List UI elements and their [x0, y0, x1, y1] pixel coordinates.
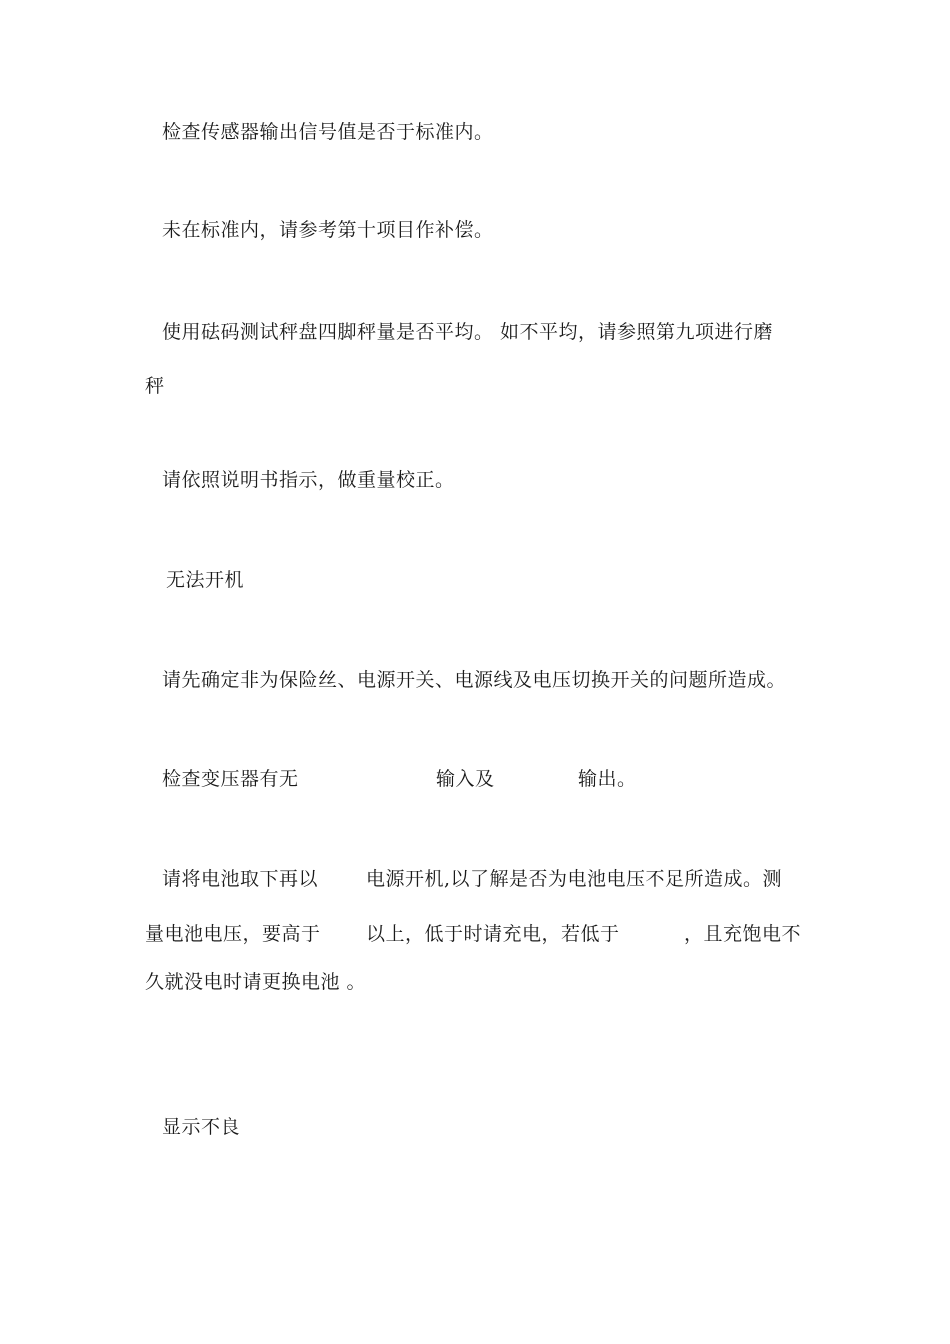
- paragraph-battery-l2-c: ，且充饱电不: [684, 923, 802, 945]
- paragraph-compensation: 未在标准内，请参考第十项目作补偿。: [162, 219, 494, 241]
- paragraph-weight-test-line1: 使用砝码测试秤盘四脚秤量是否平均。 如不平均，请参照第九项进行磨: [162, 321, 774, 343]
- paragraph-transformer-c: 输出。: [578, 768, 637, 790]
- paragraph-battery-l2-b: 以上，低于时请充电，若低于: [366, 923, 620, 945]
- paragraph-calibration: 请依照说明书指示，做重量校正。: [162, 469, 455, 491]
- paragraph-sensor-check: 检查传感器输出信号值是否于标准内。: [162, 121, 494, 143]
- paragraph-battery-l1-a: 请将电池取下再以: [162, 868, 319, 890]
- heading-cannot-power-on: 无法开机: [166, 569, 245, 591]
- heading-display-fault: 显示不良: [162, 1116, 241, 1138]
- paragraph-transformer-b: 输入及: [436, 768, 495, 790]
- paragraph-transformer-a: 检查变压器有无: [162, 768, 299, 790]
- paragraph-battery-l2-a: 量电池电压，要高于: [145, 923, 321, 945]
- paragraph-weight-test-line2: 秤: [145, 375, 165, 397]
- paragraph-battery-l3: 久就没电时请更换电池 。: [145, 971, 367, 993]
- paragraph-fuse-check: 请先确定非为保险丝、电源开关、电源线及电压切换开关的问题所造成。: [162, 669, 787, 691]
- paragraph-battery-l1-b: 电源开机,以了解是否为电池电压不足所造成。测: [366, 868, 783, 890]
